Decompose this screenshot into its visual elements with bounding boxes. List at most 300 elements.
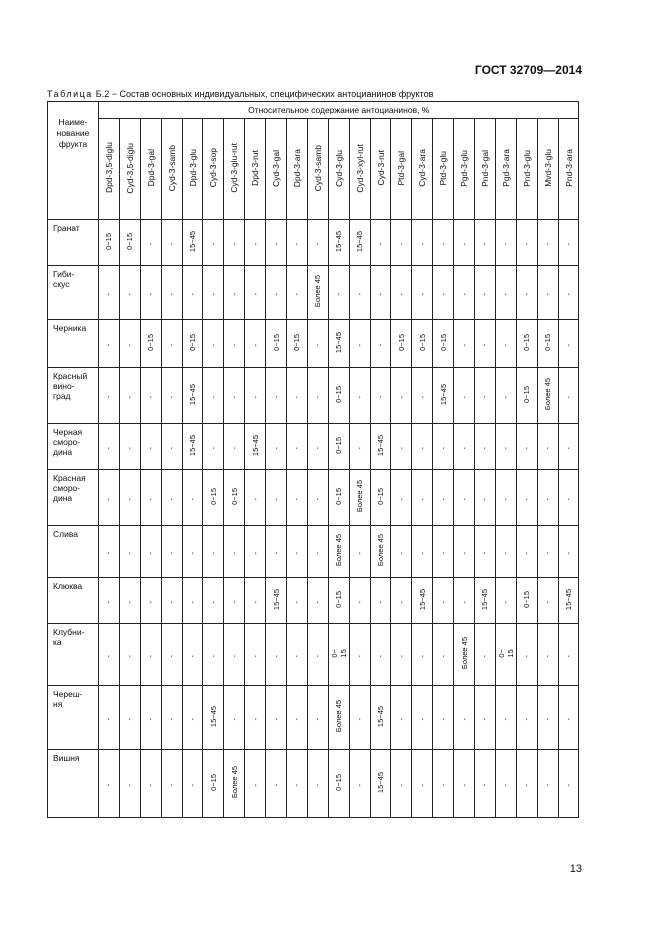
- content-cell: [224, 624, 245, 686]
- content-cell: [433, 526, 454, 578]
- content-cell: [516, 368, 537, 424]
- content-cell: [224, 320, 245, 368]
- content-cell: [516, 470, 537, 526]
- content-value: -: [313, 343, 323, 346]
- content-value: -: [292, 783, 302, 786]
- content-cell: [161, 320, 182, 368]
- content-value: 0−15: [229, 488, 239, 505]
- content-value: -: [376, 242, 386, 245]
- content-value: -: [250, 600, 260, 603]
- content-value: -: [104, 717, 114, 720]
- content-cell: [370, 686, 391, 750]
- content-value: -: [125, 497, 135, 500]
- content-cell: [495, 220, 516, 266]
- content-cell: [245, 424, 266, 470]
- content-cell: [203, 220, 224, 266]
- content-value: 15−45: [334, 331, 344, 354]
- content-value: -: [417, 717, 427, 720]
- fruit-name: [48, 220, 99, 266]
- content-value: -: [501, 717, 511, 720]
- content-cell: [370, 578, 391, 624]
- content-value: -: [167, 717, 177, 720]
- column-header-label: Pnd-3-ara: [563, 149, 574, 187]
- content-value: -: [167, 343, 177, 346]
- content-cell: [182, 266, 203, 320]
- content-cell: [287, 220, 308, 266]
- content-value: -: [125, 446, 135, 449]
- content-value: -: [146, 600, 156, 603]
- content-value: -: [396, 717, 406, 720]
- content-cell: [140, 526, 161, 578]
- content-value: -: [250, 242, 260, 245]
- content-value: -: [396, 292, 406, 295]
- content-cell: [119, 470, 140, 526]
- content-value: -: [125, 551, 135, 554]
- content-cell: [537, 470, 558, 526]
- content-value: -: [480, 654, 490, 657]
- column-header-label: Cyd-3-glu-rut: [229, 143, 240, 193]
- content-value: Более 45: [334, 700, 344, 733]
- content-cell: [287, 578, 308, 624]
- content-value: -: [396, 783, 406, 786]
- content-value: -: [208, 600, 218, 603]
- column-header: [328, 119, 349, 220]
- content-value: -: [564, 783, 574, 786]
- content-value: -: [229, 343, 239, 346]
- column-header: [558, 119, 579, 220]
- column-header: [495, 119, 516, 220]
- column-header: [203, 119, 224, 220]
- content-value: -: [167, 654, 177, 657]
- content-cell: [516, 686, 537, 750]
- content-cell: [224, 578, 245, 624]
- content-value: -: [459, 783, 469, 786]
- table-row: [48, 686, 579, 750]
- content-value: -: [229, 600, 239, 603]
- content-cell: [224, 424, 245, 470]
- content-value: -: [167, 395, 177, 398]
- content-cell: [558, 578, 579, 624]
- content-cell: [412, 686, 433, 750]
- content-value: -: [501, 551, 511, 554]
- fruit-name-text: Череш- ня: [53, 689, 83, 709]
- content-cell: [140, 368, 161, 424]
- content-cell: [328, 424, 349, 470]
- column-header: [391, 119, 412, 220]
- content-cell: [412, 624, 433, 686]
- column-header: [412, 119, 433, 220]
- content-value: -: [208, 551, 218, 554]
- content-cell: [182, 578, 203, 624]
- content-value: 0− 15: [329, 649, 348, 658]
- content-cell: [266, 578, 287, 624]
- content-cell: [454, 750, 475, 818]
- content-value: -: [104, 343, 114, 346]
- content-value: -: [501, 600, 511, 603]
- content-value: 0−15: [208, 774, 218, 791]
- content-value: -: [396, 551, 406, 554]
- content-cell: [99, 578, 120, 624]
- content-cell: [391, 750, 412, 818]
- content-value: -: [208, 395, 218, 398]
- content-cell: [182, 750, 203, 818]
- content-value: 15−45: [271, 588, 281, 611]
- content-cell: [266, 686, 287, 750]
- content-value: -: [229, 242, 239, 245]
- content-cell: [516, 320, 537, 368]
- content-cell: [475, 470, 496, 526]
- content-value: -: [167, 242, 177, 245]
- content-cell: [119, 750, 140, 818]
- content-cell: [245, 220, 266, 266]
- content-value: 15−45: [438, 383, 448, 406]
- content-value: -: [292, 395, 302, 398]
- content-value: -: [146, 446, 156, 449]
- content-value: -: [313, 497, 323, 500]
- fruit-name-text: Красная сморо- дина: [53, 473, 86, 503]
- content-value: -: [313, 446, 323, 449]
- content-cell: [370, 526, 391, 578]
- content-value: -: [313, 600, 323, 603]
- content-value: -: [396, 446, 406, 449]
- content-value: -: [229, 654, 239, 657]
- content-cell: [412, 320, 433, 368]
- content-value: -: [167, 551, 177, 554]
- content-cell: [495, 750, 516, 818]
- content-value: -: [125, 600, 135, 603]
- content-cell: [391, 470, 412, 526]
- relative-content-header: Относительное содержание антоцианинов, %: [99, 102, 579, 119]
- content-value: 0− 15: [496, 649, 515, 658]
- content-value: -: [271, 292, 281, 295]
- content-value: 15−45: [355, 230, 365, 253]
- table-row: [48, 368, 579, 424]
- content-cell: [182, 368, 203, 424]
- content-cell: [161, 750, 182, 818]
- column-header-label: Cyd-3,5-diglu: [124, 142, 135, 194]
- content-value: -: [480, 395, 490, 398]
- content-value: -: [459, 343, 469, 346]
- content-value: 0−15: [522, 386, 532, 403]
- content-cell: [558, 470, 579, 526]
- column-header-label: Cyd-3-rut: [375, 150, 386, 186]
- content-cell: [433, 686, 454, 750]
- content-cell: [99, 320, 120, 368]
- content-cell: [203, 424, 224, 470]
- content-cell: [495, 526, 516, 578]
- content-cell: [412, 220, 433, 266]
- anthocyanin-table: [47, 101, 579, 818]
- content-cell: [433, 750, 454, 818]
- content-value: -: [292, 497, 302, 500]
- content-value: -: [438, 717, 448, 720]
- content-value: -: [417, 551, 427, 554]
- content-value: -: [250, 292, 260, 295]
- page-number: 13: [569, 863, 582, 875]
- content-value: -: [355, 395, 365, 398]
- content-cell: [328, 624, 349, 686]
- content-value: 15−45: [417, 588, 427, 611]
- content-cell: [537, 624, 558, 686]
- content-cell: [433, 578, 454, 624]
- content-cell: [203, 368, 224, 424]
- content-value: 0−15: [522, 334, 532, 351]
- fruit-name: [48, 526, 99, 578]
- content-cell: [140, 578, 161, 624]
- content-cell: [182, 470, 203, 526]
- content-cell: [558, 320, 579, 368]
- content-cell: [224, 686, 245, 750]
- content-value: -: [480, 242, 490, 245]
- content-value: -: [271, 446, 281, 449]
- content-cell: [454, 624, 475, 686]
- content-cell: [328, 266, 349, 320]
- content-cell: [454, 470, 475, 526]
- content-cell: [516, 578, 537, 624]
- column-header-label: Dpd-3,5-diglu: [103, 142, 114, 194]
- content-cell: [349, 220, 370, 266]
- content-value: -: [564, 292, 574, 295]
- content-cell: [161, 578, 182, 624]
- content-value: -: [355, 551, 365, 554]
- content-value: -: [543, 497, 553, 500]
- content-cell: [516, 750, 537, 818]
- content-cell: [245, 320, 266, 368]
- content-value: -: [250, 654, 260, 657]
- fruit-name: [48, 750, 99, 818]
- content-cell: [475, 624, 496, 686]
- content-value: -: [313, 395, 323, 398]
- content-cell: [475, 320, 496, 368]
- content-cell: [203, 320, 224, 368]
- content-cell: [433, 266, 454, 320]
- content-cell: [454, 266, 475, 320]
- content-cell: [266, 624, 287, 686]
- content-cell: [454, 368, 475, 424]
- content-value: -: [271, 395, 281, 398]
- content-cell: [454, 424, 475, 470]
- content-cell: [349, 750, 370, 818]
- content-value: -: [376, 654, 386, 657]
- content-value: -: [188, 717, 197, 720]
- content-value: -: [292, 600, 302, 603]
- content-value: 0−15: [334, 437, 344, 454]
- content-value: -: [167, 446, 177, 449]
- content-cell: [412, 368, 433, 424]
- content-value: -: [376, 600, 386, 603]
- content-value: -: [208, 446, 218, 449]
- content-cell: [370, 624, 391, 686]
- content-value: Более 45: [229, 766, 239, 799]
- content-value: -: [292, 242, 302, 245]
- content-value: -: [501, 497, 511, 500]
- fruit-name: [48, 266, 99, 320]
- content-value: -: [543, 446, 553, 449]
- content-value: Более 45: [459, 637, 469, 670]
- content-cell: [266, 750, 287, 818]
- content-cell: [412, 470, 433, 526]
- table-row: [48, 424, 579, 470]
- content-value: -: [125, 783, 135, 786]
- content-value: -: [459, 446, 469, 449]
- content-cell: [140, 686, 161, 750]
- content-value: -: [355, 292, 365, 295]
- content-value: -: [188, 654, 197, 657]
- content-cell: [224, 750, 245, 818]
- content-value: -: [459, 292, 469, 295]
- content-cell: [412, 526, 433, 578]
- content-value: -: [292, 551, 302, 554]
- content-cell: [203, 624, 224, 686]
- content-cell: [161, 368, 182, 424]
- content-cell: [245, 624, 266, 686]
- content-cell: [307, 266, 328, 320]
- content-cell: [307, 750, 328, 818]
- content-cell: [495, 368, 516, 424]
- content-value: -: [271, 551, 281, 554]
- content-cell: [328, 750, 349, 818]
- content-value: -: [355, 446, 365, 449]
- content-cell: [182, 424, 203, 470]
- content-value: -: [501, 446, 511, 449]
- content-value: -: [396, 242, 406, 245]
- content-value: -: [459, 497, 469, 500]
- content-value: -: [564, 343, 574, 346]
- column-header: [537, 119, 558, 220]
- table-row: [48, 526, 579, 578]
- content-value: -: [543, 551, 553, 554]
- content-value: -: [146, 654, 156, 657]
- content-cell: [99, 526, 120, 578]
- content-value: -: [125, 717, 135, 720]
- content-value: 0−15: [334, 591, 344, 608]
- content-cell: [203, 526, 224, 578]
- content-value: -: [292, 717, 302, 720]
- content-value: -: [417, 654, 427, 657]
- content-cell: [119, 368, 140, 424]
- content-cell: [558, 750, 579, 818]
- content-value: -: [522, 551, 532, 554]
- content-value: -: [355, 600, 365, 603]
- content-value: -: [396, 395, 406, 398]
- content-value: -: [313, 551, 323, 554]
- content-value: 0−15: [334, 488, 344, 505]
- fruit-name-text: Гранат: [53, 223, 80, 233]
- fruit-name-text: Красный вино- град: [53, 371, 88, 401]
- content-value: -: [104, 446, 114, 449]
- content-cell: [307, 220, 328, 266]
- content-value: -: [522, 654, 532, 657]
- content-value: -: [229, 395, 239, 398]
- fruit-name: [48, 686, 99, 750]
- content-value: -: [104, 292, 114, 295]
- content-cell: [224, 470, 245, 526]
- content-value: -: [564, 497, 574, 500]
- column-header: [349, 119, 370, 220]
- content-value: -: [125, 343, 135, 346]
- content-value: 0−15: [104, 233, 114, 250]
- content-cell: [161, 526, 182, 578]
- column-header-label: Cyd-3-glu: [333, 149, 344, 187]
- content-cell: [495, 266, 516, 320]
- content-value: -: [229, 446, 239, 449]
- table-row: [48, 578, 579, 624]
- content-value: -: [292, 654, 302, 657]
- fruit-name-text: Черника: [53, 323, 87, 333]
- content-value: -: [313, 242, 323, 245]
- content-value: -: [564, 446, 574, 449]
- content-value: -: [417, 783, 427, 786]
- content-value: 0−15: [522, 591, 532, 608]
- content-value: -: [313, 717, 323, 720]
- content-cell: [224, 220, 245, 266]
- column-header: [475, 119, 496, 220]
- content-cell: [516, 624, 537, 686]
- content-cell: [558, 368, 579, 424]
- content-value: 15−45: [376, 434, 386, 457]
- content-value: -: [125, 292, 135, 295]
- content-cell: [119, 424, 140, 470]
- table-row: [48, 220, 579, 266]
- content-value: -: [146, 242, 156, 245]
- content-cell: [307, 470, 328, 526]
- fruit-name: [48, 624, 99, 686]
- content-value: 0−15: [417, 334, 427, 351]
- content-cell: [516, 424, 537, 470]
- content-cell: [99, 424, 120, 470]
- content-value: -: [313, 783, 323, 786]
- content-cell: [99, 750, 120, 818]
- content-value: 0−15: [396, 334, 406, 351]
- content-value: -: [376, 343, 386, 346]
- content-cell: [328, 686, 349, 750]
- content-value: -: [480, 783, 490, 786]
- content-value: -: [271, 717, 281, 720]
- column-header-label: Cyd-3-samb: [312, 144, 323, 192]
- content-value: -: [271, 497, 281, 500]
- content-cell: [99, 266, 120, 320]
- content-value: -: [438, 551, 448, 554]
- content-cell: [161, 686, 182, 750]
- content-value: Более 45: [543, 378, 553, 411]
- content-value: 0−15: [292, 334, 302, 351]
- content-cell: [182, 526, 203, 578]
- content-value: -: [250, 395, 260, 398]
- content-cell: [537, 266, 558, 320]
- table-row: [48, 624, 579, 686]
- content-value: 0−15: [438, 334, 448, 351]
- content-value: -: [480, 292, 490, 295]
- content-value: -: [125, 654, 135, 657]
- content-cell: [475, 750, 496, 818]
- content-cell: [495, 578, 516, 624]
- content-cell: [391, 624, 412, 686]
- content-value: -: [146, 395, 156, 398]
- content-cell: [287, 750, 308, 818]
- column-header-label: Ptd-3-glu: [438, 150, 449, 186]
- content-value: 15−45: [188, 383, 197, 406]
- content-value: -: [104, 600, 114, 603]
- content-cell: [537, 750, 558, 818]
- content-value: -: [480, 446, 490, 449]
- content-cell: [537, 686, 558, 750]
- content-cell: [537, 578, 558, 624]
- content-cell: [266, 368, 287, 424]
- content-cell: [370, 266, 391, 320]
- content-value: -: [543, 242, 553, 245]
- content-value: 0−15: [146, 334, 156, 351]
- content-cell: [475, 368, 496, 424]
